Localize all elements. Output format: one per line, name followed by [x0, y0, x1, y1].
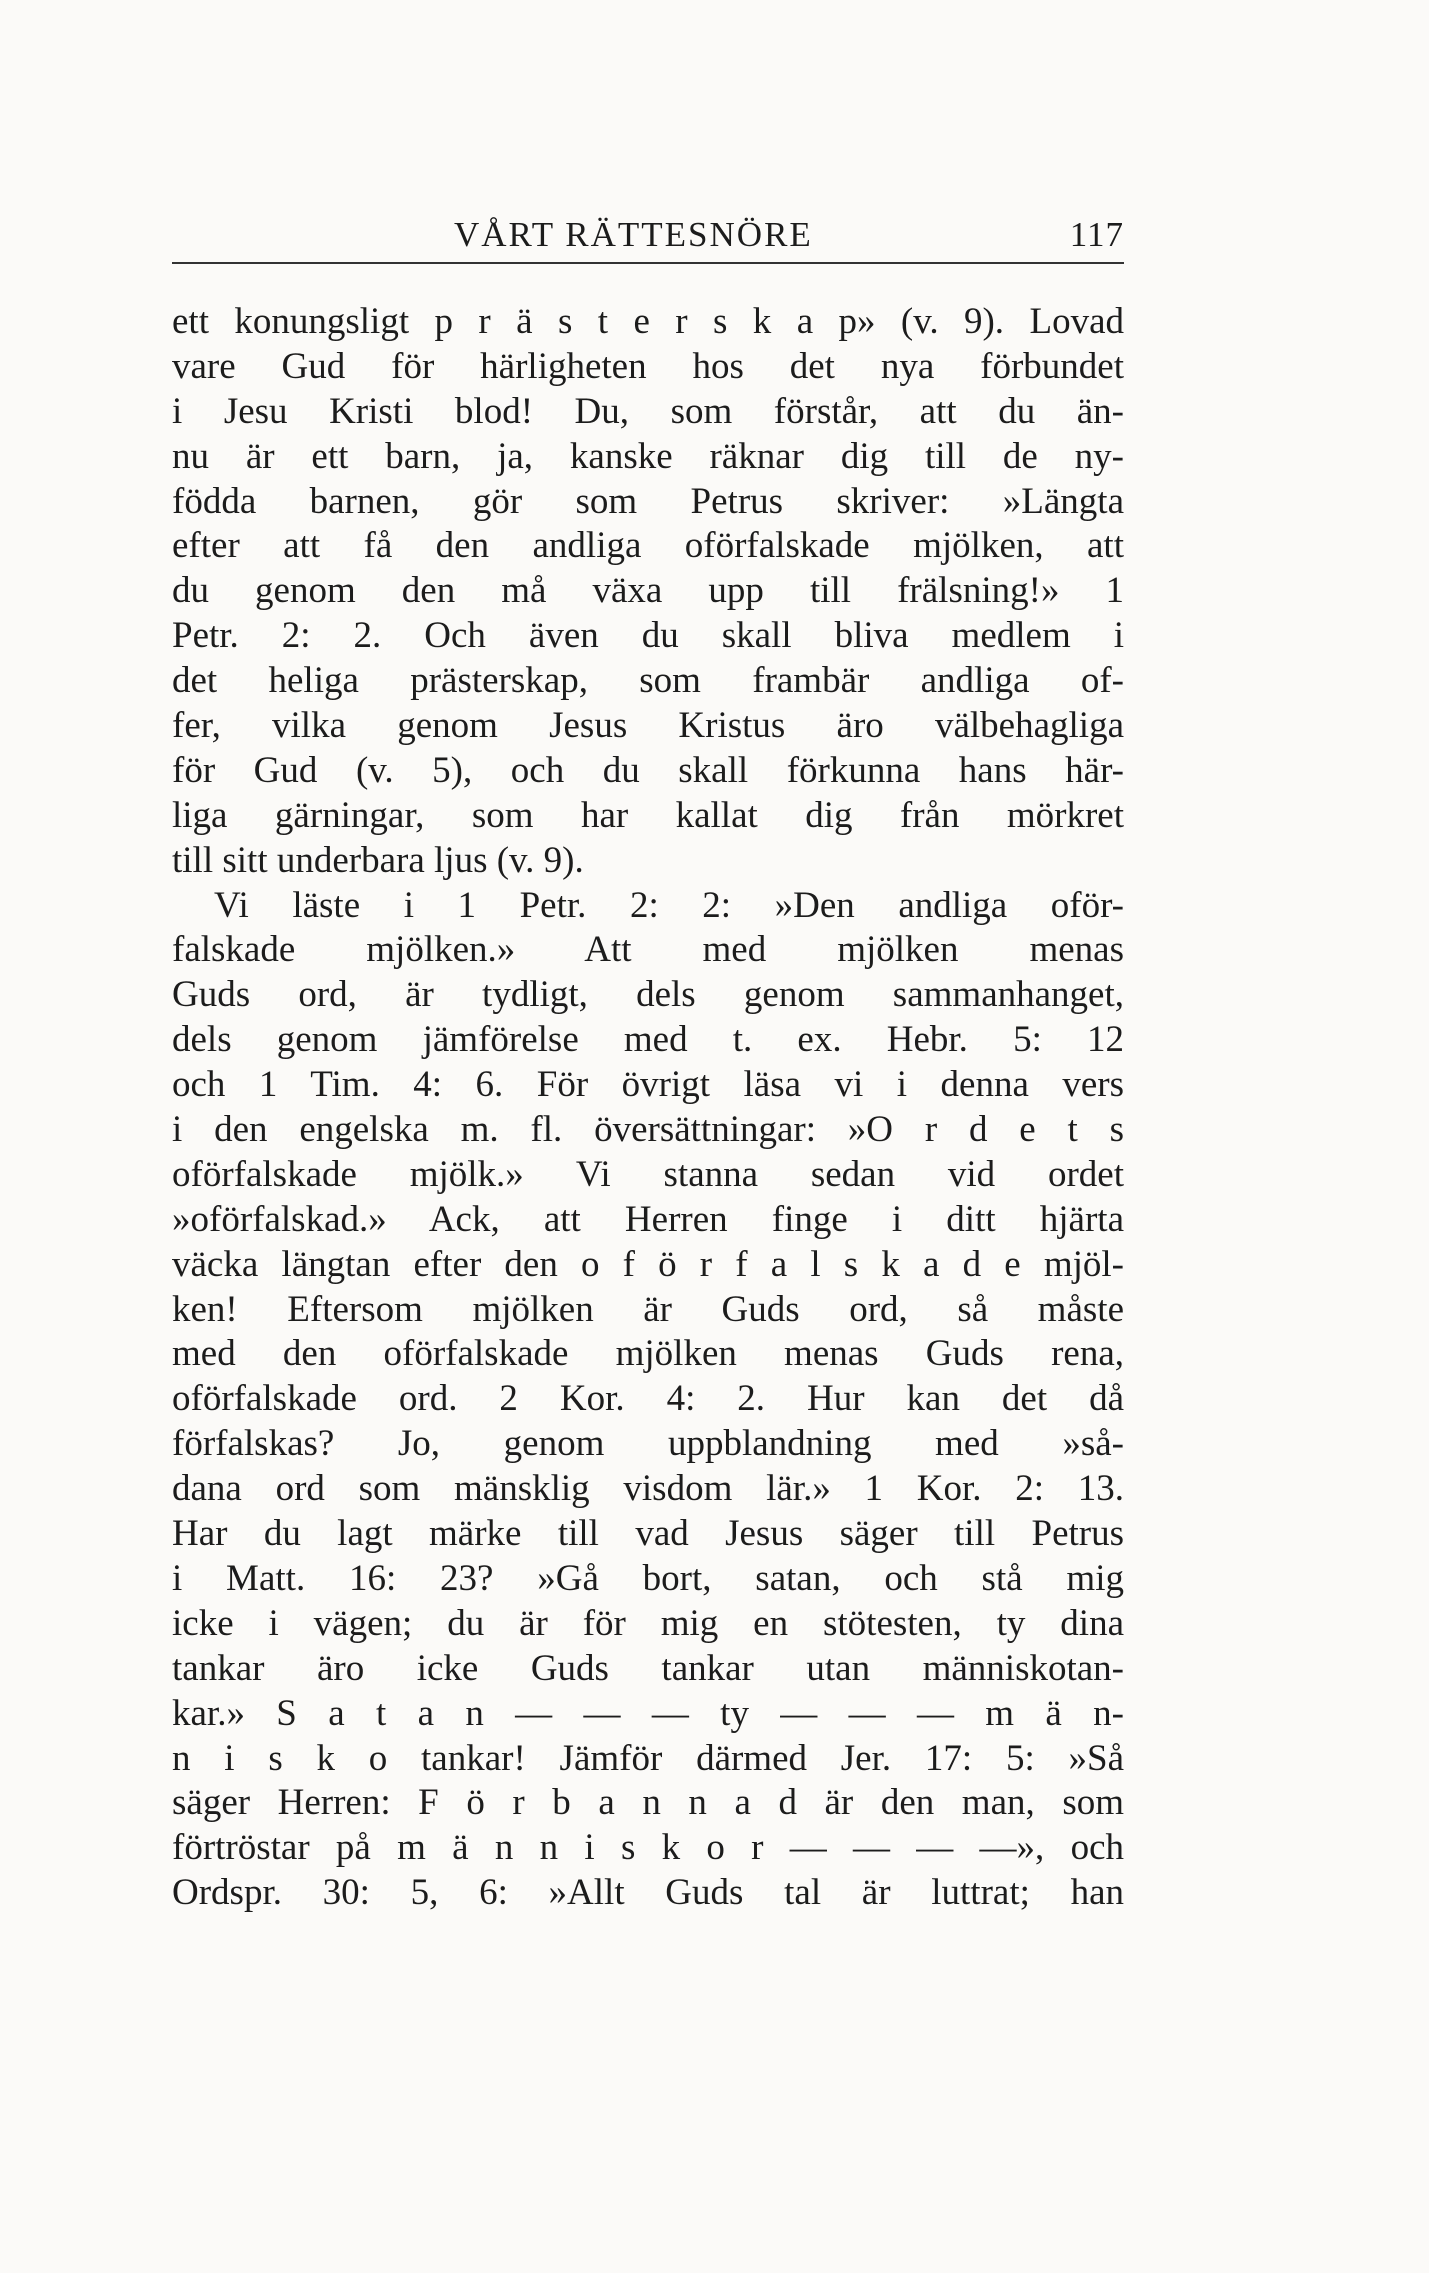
text-line: »oförfalskad.» Ack, att Herren finge i ditt hjärta: [172, 1198, 1124, 1240]
text-line: Petr. 2: 2. Och även du skall bliva medlem i: [172, 615, 1124, 657]
text-line: oförfalskade ord. 2 Kor. 4: 2. Hur kan det då: [172, 1378, 1124, 1420]
text-line: n i s k o tankar! Jämför därmed Jer. 17: 5: »Så: [172, 1737, 1124, 1779]
text-line: liga gärningar, som har kallat dig från mörkret: [172, 794, 1124, 836]
header-rule: [172, 262, 1124, 264]
text-line: och 1 Tim. 4: 6. För övrigt läsa vi i denna vers: [172, 1064, 1124, 1106]
text-line: Ordspr. 30: 5, 6: »Allt Guds tal är luttrat; han: [172, 1872, 1124, 1914]
running-title: VÅRT RÄTTESNÖRE: [454, 215, 813, 254]
text-line: du genom den må växa upp till frälsning!» 1: [172, 570, 1124, 612]
running-head: [172, 210, 1124, 260]
text-line: kar.» S a t a n — — — ty — — — m ä n-: [172, 1692, 1124, 1734]
text-line: tankar äro icke Guds tankar utan människotan-: [172, 1647, 1124, 1689]
text-line: det heliga prästerskap, som frambär andliga of-: [172, 660, 1124, 702]
text-line: förtröstar på m ä n n i s k o r — — — —», och: [172, 1827, 1124, 1869]
body-text: [172, 300, 1124, 1916]
text-line: oförfalskade mjölk.» Vi stanna sedan vid ordet: [172, 1153, 1124, 1195]
text-line: icke i vägen; du är för mig en stötesten, ty dina: [172, 1602, 1124, 1644]
text-line: ken! Eftersom mjölken är Guds ord, så måste: [172, 1288, 1124, 1330]
text-line: säger Herren: F ö r b a n n a d är den man, som: [172, 1782, 1124, 1824]
page-number: 117: [1069, 215, 1124, 254]
text-line: ett konungsligt p r ä s t e r s k a p» (v. 9). Lovad: [172, 301, 1124, 342]
text-line: Guds ord, är tydligt, dels genom sammanhanget,: [172, 974, 1124, 1016]
text-line: födda barnen, gör som Petrus skriver: »Längta: [172, 480, 1124, 522]
text-line: till sitt underbara ljus (v. 9).: [172, 839, 584, 881]
text-line: nu är ett barn, ja, kanske räknar dig till de ny-: [172, 435, 1124, 477]
text-line: väcka längtan efter den o f ö r f a l s k a d e mjöl-: [172, 1243, 1124, 1285]
text-line: dana ord som mänsklig visdom lär.» 1 Kor. 2: 13.: [172, 1468, 1124, 1510]
text-line: med den oförfalskade mjölken menas Guds rena,: [172, 1333, 1124, 1375]
text-line: efter att få den andliga oförfalskade mjölken, att: [172, 525, 1124, 567]
text-line: förfalskas? Jo, genom uppblandning med »så-: [172, 1423, 1124, 1465]
text-line: falskade mjölken.» Att med mjölken menas: [172, 929, 1124, 971]
text-line: fer, vilka genom Jesus Kristus äro välbehagliga: [172, 705, 1124, 747]
text-line: Har du lagt märke till vad Jesus säger till Petrus: [172, 1513, 1124, 1555]
text-line: dels genom jämförelse med t. ex. Hebr. 5: 12: [172, 1019, 1124, 1061]
text-line: för Gud (v. 5), och du skall förkunna hans här-: [172, 749, 1124, 791]
text-line: i Jesu Kristi blod! Du, som förstår, att du än-: [172, 390, 1124, 432]
text-line: i Matt. 16: 23? »Gå bort, satan, och stå mig: [172, 1557, 1124, 1599]
text-line: vare Gud för härligheten hos det nya förbundet: [172, 345, 1124, 387]
text-line: Vi läste i 1 Petr. 2: 2: »Den andliga oför-: [214, 884, 1124, 926]
text-line: i den engelska m. fl. översättningar: »O r d e t s: [172, 1109, 1124, 1151]
